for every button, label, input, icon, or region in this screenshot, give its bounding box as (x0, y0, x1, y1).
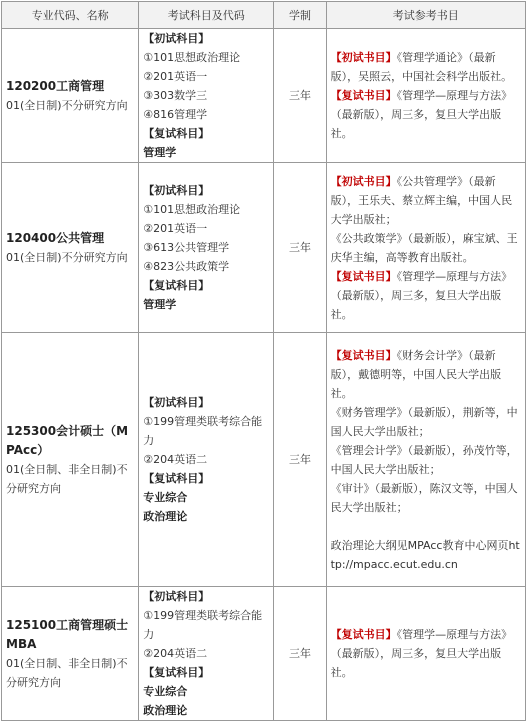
table-row (2, 333, 526, 587)
cell-duration: 三年 (274, 587, 326, 721)
retest-item: 政治理论 (143, 510, 188, 523)
program-table (1, 1, 526, 721)
cell-code-name (2, 333, 139, 587)
book-text: 《管理学—原理与方法》（最新版），周三多，复旦大学出版社。 (330, 89, 513, 140)
retest-label: 【复试科目】 (143, 472, 210, 485)
first-exam-label: 【初试科目】 (143, 590, 210, 603)
program-direction: 01(全日制、非全日制)不分研究方向 (6, 462, 128, 495)
book-text: 《管理学通论》（最新版），吴照云，中国社会科学出版社。 (330, 51, 513, 83)
cell-books (326, 333, 525, 587)
retest-item: 政治理论 (143, 704, 188, 717)
book-entry (331, 625, 521, 682)
table-row (2, 587, 526, 721)
program-direction: 01(全日制)不分研究方向 (6, 98, 128, 112)
first-exam-label: 【初试科目】 (143, 396, 210, 409)
book-section-label: 【复试书目】 (330, 269, 397, 283)
first-exam-item: ④823公共政策学 (143, 260, 230, 273)
program-direction: 01(全日制、非全日制)不分研究方向 (6, 656, 128, 689)
table-row (2, 163, 526, 333)
book-text: 政治理论大纲见MPAcc教育中心网页http://mpacc.ecut.edu.cn (330, 538, 520, 571)
retest-item: 管理学 (143, 146, 177, 159)
book-text: 《财务会计学》（最新版），戴德明等，中国人民大学出版社。 (330, 348, 502, 400)
book-section-label: 【复试书目】 (330, 348, 397, 362)
first-exam-item: ①199管理类联考综合能力 (143, 415, 263, 447)
book-entry (331, 403, 521, 441)
book-entry (331, 229, 521, 267)
book-section-label: 【初试书目】 (330, 174, 397, 188)
table-header-row (2, 2, 526, 29)
retest-item: 专业综合 (143, 491, 188, 504)
book-entry (331, 536, 521, 574)
book-text: 《公共管理学》（最新版），王乐夫、蔡立辉主编，中国人民大学出版社； (330, 174, 513, 226)
retest-label: 【复试科目】 (143, 279, 210, 292)
book-text: 《管理学—原理与方法》（最新版），周三多，复旦大学出版社。 (330, 628, 513, 679)
program-code-name: 125300会计硕士（MPAcc） (6, 423, 129, 457)
first-exam-item: ①199管理类联考综合能力 (143, 609, 263, 641)
retest-label: 【复试科目】 (143, 666, 210, 679)
program-code-name: 120400公共管理 (6, 230, 105, 245)
first-exam-label: 【初试科目】 (143, 32, 210, 45)
book-entry (331, 346, 521, 403)
book-text: 《公共政策学》（最新版），麻宝斌、王庆华主编，高等教育出版社。 (330, 231, 518, 264)
book-text: 《审计》（最新版），陈汉文等，中国人民大学出版社； (330, 481, 518, 514)
cell-books (326, 29, 525, 163)
first-exam-item: ①101思想政治理论 (143, 51, 241, 64)
cell-code-name (2, 587, 139, 721)
first-exam-item: ②201英语一 (143, 70, 208, 83)
cell-duration: 三年 (274, 29, 326, 163)
book-entry (331, 48, 521, 86)
first-exam-item: ②204英语二 (143, 453, 208, 466)
first-exam-item: ③613公共管理学 (143, 241, 230, 254)
cell-books (326, 163, 525, 333)
retest-item: 专业综合 (143, 685, 188, 698)
first-exam-item: ②201英语一 (143, 222, 208, 235)
first-exam-label: 【初试科目】 (143, 184, 210, 197)
retest-label: 【复试科目】 (143, 127, 210, 140)
book-entry (331, 479, 521, 517)
book-entry (331, 441, 521, 479)
book-text: 《管理学—原理与方法》（最新版），周三多，复旦大学出版社。 (330, 269, 513, 321)
book-section-label: 【复试书目】 (330, 628, 397, 641)
book-entry (331, 86, 521, 143)
book-entry (331, 267, 521, 324)
book-text: 《管理会计学》（最新版），孙茂竹等，中国人民大学出版社； (330, 443, 518, 476)
header-code-name: 专业代码、名称 (2, 2, 139, 29)
cell-duration: 三年 (274, 333, 326, 587)
book-section-label: 【初试书目】 (330, 51, 397, 64)
header-subjects: 考试科目及代码 (139, 2, 274, 29)
cell-duration: 三年 (274, 163, 326, 333)
first-exam-item: ①101思想政治理论 (143, 203, 241, 216)
book-entry (331, 172, 521, 229)
program-direction: 01(全日制)不分研究方向 (6, 250, 128, 264)
cell-books (326, 587, 525, 721)
book-entry (331, 517, 521, 536)
table-row (2, 29, 526, 163)
header-duration: 学制 (274, 2, 326, 29)
retest-item: 管理学 (143, 298, 177, 311)
cell-code-name (2, 29, 139, 163)
cell-subjects (139, 333, 274, 587)
book-text: 《财务管理学》（最新版），荆新等，中国人民大学出版社； (330, 405, 518, 438)
cell-subjects (139, 29, 274, 163)
program-code-name: 120200工商管理 (6, 78, 105, 93)
program-code-name: 125100工商管理硕士MBA (6, 617, 129, 651)
cell-subjects (139, 163, 274, 333)
header-books: 考试参考书目 (326, 2, 525, 29)
first-exam-item: ④816管理学 (143, 108, 208, 121)
cell-subjects (139, 587, 274, 721)
first-exam-item: ②204英语二 (143, 647, 208, 660)
cell-code-name (2, 163, 139, 333)
first-exam-item: ③303数学三 (143, 89, 208, 102)
book-section-label: 【复试书目】 (330, 89, 397, 102)
